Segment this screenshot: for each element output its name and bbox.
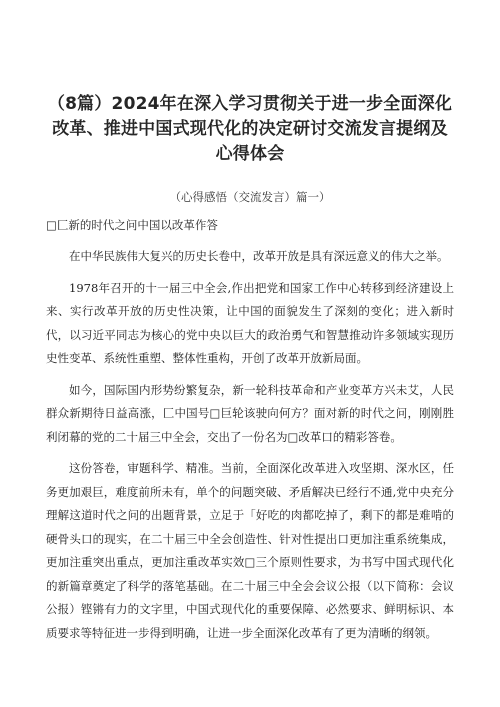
paragraph-3: 如今，国际国内形势纷繁复杂，新一轮科技革命和产业变革方兴未艾，人民群众新期待日益高涨，匚中国号□巨轮该驶向何方？面对新的时代之问，刚刚胜利闭幕的党的二十届三中全会，交出了一份名为□改革口的精彩答卷。 xyxy=(46,382,454,444)
paragraph-2: 1978年召开的十一届三中全会,作出把党和国家工作中心转移到经济建设上来、实行改革开放的历史性决策，让中国的面貌发生了深刻的变化；进入新时代，以习近平同志为核心的党中央以巨大的政治勇气和智慧推动许多领域实现历史性变革、系统性重塑、整体性重构，开创了改革开放新局面。 xyxy=(46,280,454,365)
paragraph-1: 在中华民族伟大复兴的历史长卷中，改革开放是具有深远意义的伟大之举。 xyxy=(69,249,449,263)
title-line-1: （8篇）2024年在深入学习贯彻关于进一步全面深化 xyxy=(47,94,453,114)
document-subtitle: （心得感悟（交流发言）篇一） xyxy=(169,190,331,204)
title-line-3: 心得体会 xyxy=(215,144,285,164)
section-heading: □匚新的时代之问中国以改革作答 xyxy=(46,218,218,232)
paragraph-4: 这份答卷，审题科学、精准。当前，全面深化改革进入攻坚期、深水区，任务更加艰巨，难度前所未有，单个的问题突破、矛盾解决已经行不通,党中央充分理解这道时代之问的出题背景，立足于「好吃的肉都吃掉了，剩下的都是难啃的硬骨头口的现实，在二十届三中全会创造性、针对性提出口更加注重系统集成，更加注重突出重点，更加注重改革实效□三个原则性要求，为书写中国式现代化的新篇章奠定了科学的落笔基础。在二十届三中全会会议公报（以下简称：会议公报）铿锵有力的文字里，中国式现代化的重要保障、必然要求、鲜明标识、本质要求等特征进一步得到明确，让进一步全面深化改革有了更为清晰的纲领。 xyxy=(46,461,454,640)
title-line-2: 改革、推进中国式现代化的决定研讨交流发言提纲及 xyxy=(52,119,448,139)
document-title xyxy=(46,92,454,167)
